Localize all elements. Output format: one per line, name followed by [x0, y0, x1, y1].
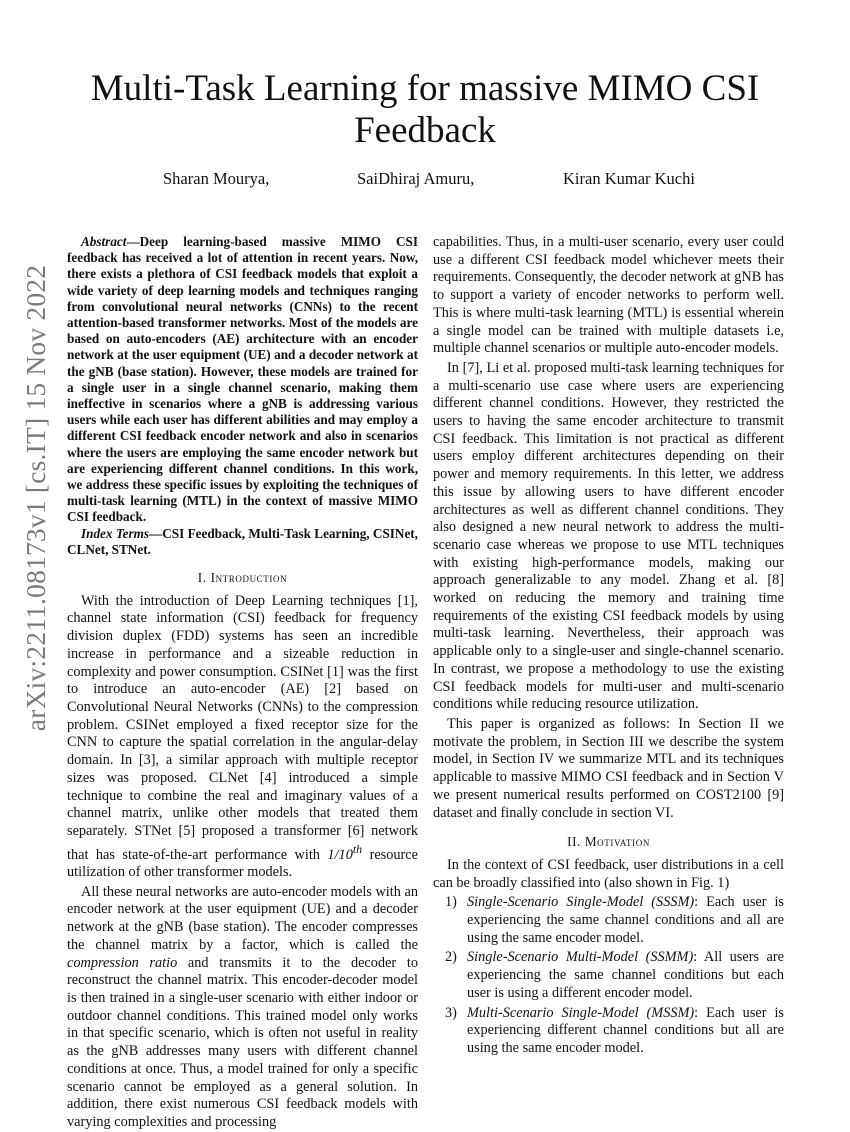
author-2: SaiDhiraj Amuru,: [357, 169, 475, 188]
abstract-label: Abstract: [81, 234, 127, 249]
left-column: [67, 234, 418, 1132]
scenario-list: [433, 894, 784, 1057]
abstract-text: —Deep learning-based massive MIMO CSI feedback has received a lot of attention in recent years. Now, there exists a plethora of CSI feedback models that exploit a wide variety of deep learning models and techniques ranging from convolutional neural networks (CNNs) to the recent attention-based transformer networks. Most of the models are based on auto-encoders (AE) architecture with an encoder network at the user equipment (UE) and a decoder network at the gNB (base station). However, these models are trained for a single user in a single channel scenario, making them ineffective in scenarios where a gNB is addressing various users while each user has different abilities and may employ a different CSI feedback encoder network and also in scenarios where the users are employing the same encoder network but are experiencing different channel conditions. In this work, we address these specific issues by exploiting the techniques of multi-task learning (MTL) in the context of massive MIMO CSI feedback.: [67, 234, 418, 525]
list-item: 3) Multi-Scenario Single-Model (MSSM): Each user is experiencing different channel conditions but all are using the same encoder model.: [445, 1004, 784, 1056]
intro-paragraph-4: This paper is organized as follows: In Section II we motivate the problem, in Section III we describe the system model, in Section IV we summarize MTL and its techniques applicable to massive MIMO CSI feedback and in Section V we present numerical results performed on COST2100 [9] dataset and finally conclude in section VI.: [433, 715, 784, 821]
intro-paragraph-2: All these neural networks are auto-encoder models with an encoder network at the user equipment (UE) and a decoder network at the gNB (base station). The encoder compresses the channel matrix by a factor, which is called the compression ratio and transmits it to the decoder to reconstruct the channel matrix. This encoder-decoder model is then trained in a single-user scenario with either indoor or outdoor channel conditions. This trained model only works in that specific scenario, which is often not useful in reality as the gNB addresses many users with different channel conditions at once. Thus, a model trained for only a specific scenario cannot be employed as a general solution. In addition, there exist numerous CSI feedback models with varying complexities and processing: [67, 883, 418, 1130]
arxiv-identifier[interactable]: arXiv:2211.08173v1 [cs.IT] 15 Nov 2022: [20, 264, 51, 732]
author-1: Sharan Mourya,: [163, 169, 270, 188]
author-3: Kiran Kumar Kuchi: [563, 169, 695, 188]
index-terms: [67, 526, 418, 558]
motivation-intro: In the context of CSI feedback, user distributions in a cell can be broadly classified into (also shown in Fig. 1): [433, 856, 784, 891]
right-column: [433, 234, 784, 1058]
paper-title: Multi-Task Learning for massive MIMO CSI Feedback: [90, 68, 760, 151]
section-heading-introduction: I. Introduction: [197, 570, 288, 586]
index-terms-text: —CSI Feedback, Multi-Task Learning, CSINet, CLNet, STNet.: [67, 525, 418, 557]
intro-paragraph-3: In [7], Li et al. proposed multi-task learning techniques for a multi-scenario use case where users are experiencing different channel conditions. However, they restricted the users to having the same encoder architecture to transmit CSI feedback. This limitation is not practical as different users employ different architectures depending on their power and memory requirements. In this letter, we address this issue by allowing users to have different encoder architectures as well as different channel conditions. They also designed a new neural network to address the multi-scenario case whereas we propose to use MTL techniques with existing high-performance models, making our approach generalizable to any model. Zhang et al. [8] worked on reducing the memory and training time requirements of the existing CSI feedback models by using multi-task learning. Nevertheless, their approach was applicable only to a single-user and single-channel scenario. In contrast, we propose a methodology to use the existing CSI feedback models for multi-user and multi-scenario conditions while reducing resource utilization.: [433, 359, 784, 713]
index-terms-label: Index Terms: [81, 525, 150, 541]
intro-paragraph-1: With the introduction of Deep Learning techniques [1], channel state information (CSI) feedback for frequency division duplex (FDD) systems has seen an incredible increase in performance and a sizeable reduction in complexity and power consumption. CSINet [1] was the first to introduce an auto-encoder (AE) [2] based on Convolutional Neural Networks (CNNs) to the compression problem. CSINet employed a fixed receptor size for the CNN to capture the spatial correlation in the angular-delay domain. In [3], a similar approach with multiple receptor sizes was proposed. CLNet [4] introduced a simple technique to combine the real and imaginary values of a channel matrix, unlike other models that treated them separately. STNet [5] proposed a transformer [6] network that has state-of-the-art performance with 1/10th resource utilization of other transformer models.: [67, 592, 418, 881]
arxiv-identifier-stamp: [16, 264, 56, 732]
list-item: 1) Single-Scenario Single-Model (SSSM): Each user is experiencing the same channel conditions and all are using the same encoder model.: [445, 894, 784, 946]
intro-paragraph-2-continued: capabilities. Thus, in a multi-user scenario, every user could use a different CSI feedback model whichever meets their requirements. Consequently, the decoder network at gNB has to support a variety of encoder networks to perform well. This is where multi-task learning (MTL) is essential wherein a single model can be trained with multiple datasets i.e, multiple channel scenarios or multiple auto-encoder models.: [433, 234, 784, 357]
abstract: [67, 234, 418, 526]
list-item: 2) Single-Scenario Multi-Model (SSMM): All users are experiencing the same channel conditions but each user is using a different encoder model.: [445, 949, 784, 1001]
section-heading-motivation: II. Motivation: [567, 834, 650, 850]
